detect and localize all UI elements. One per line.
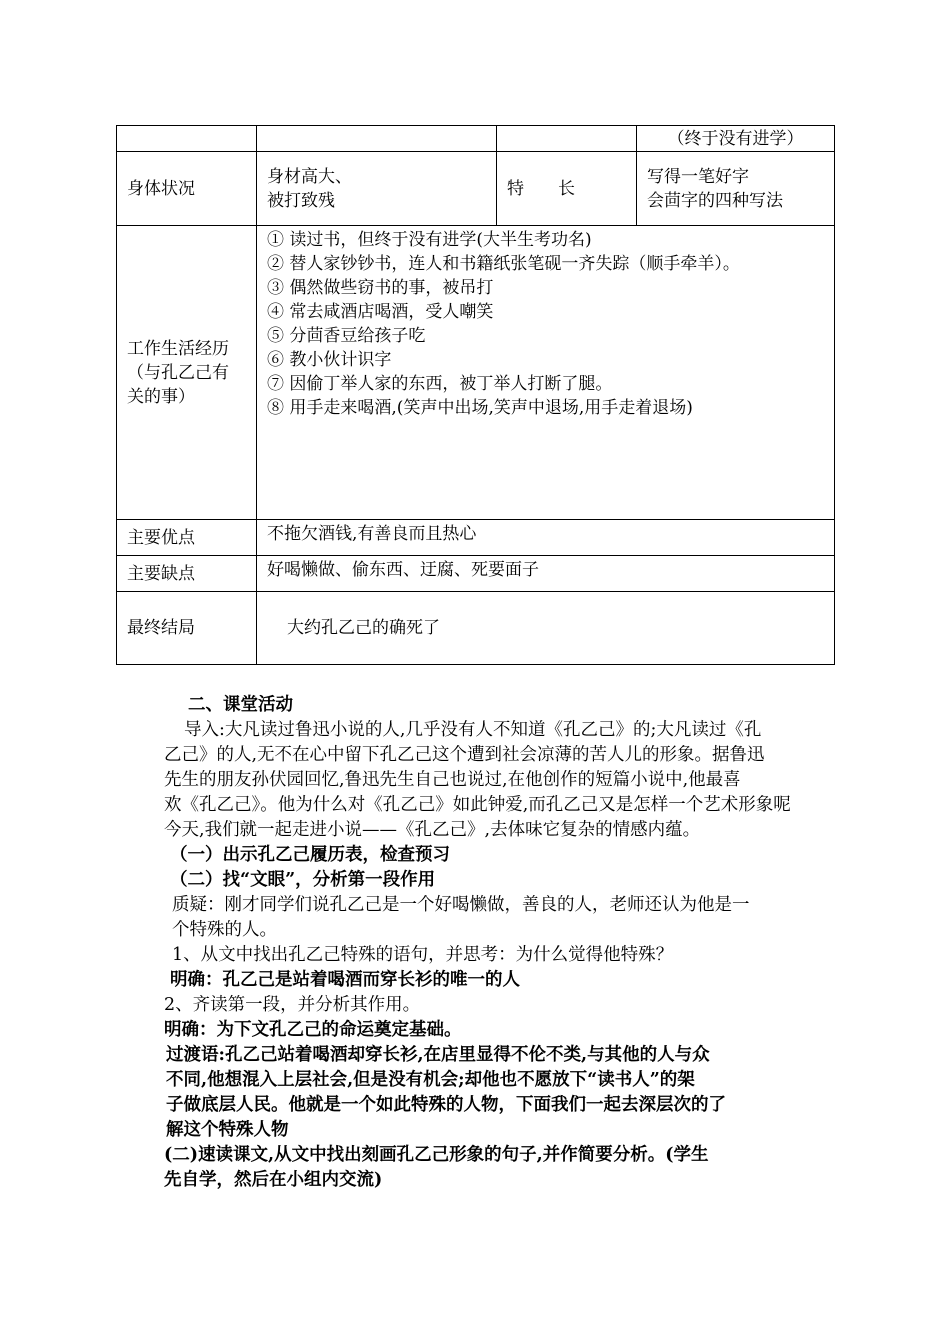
resume-table [116, 125, 835, 665]
list-item: ① 读过书，但终于没有进学(大半生考功名) [267, 230, 592, 250]
intro-line: 欢《孔乙己》。他为什么对《孔乙己》如此钟爱,而孔乙己又是怎样一个艺术形象呢 [164, 795, 791, 815]
skill-value [637, 152, 835, 226]
body-value-line: 被打致残 [267, 190, 335, 211]
ending-value: 大约孔乙己的确死了 [257, 592, 835, 665]
step-heading: （二）找“文眼”，分析第一段作用 [170, 870, 436, 890]
body-label: 身体状况 [117, 152, 257, 226]
intro-line: 导入:大凡读过鲁迅小说的人,几乎没有人不知道《孔乙己》的;大凡读过《孔 [184, 720, 762, 740]
list-item: ④ 常去咸酒店喝酒，受人嘲笑 [267, 302, 494, 322]
skill-value-line: 会茴字的四种写法 [647, 190, 783, 211]
skill-label: 特 长 [497, 152, 637, 226]
list-item: ② 替人家钞钞书，连人和书籍纸张笔砚一齐失踪（顺手牵羊）。 [267, 254, 740, 274]
table-row [117, 152, 835, 226]
step-3-line: (二)速读课文,从文中找出刻画孔乙己形象的句子,并作简要分析。(学生 [164, 1145, 709, 1165]
unfinished-study-note: （终于没有进学） [667, 128, 804, 149]
question-line: 质疑：刚才同学们说孔乙己是一个好喝懒做，善良的人，老师还认为他是一 [172, 895, 750, 915]
list-item: ⑥ 教小伙计识字 [267, 350, 392, 370]
table-row [117, 126, 835, 152]
intro-line: 乙己》的人,无不在心中留下孔乙己这个遭到社会凉薄的苦人儿的形象。据鲁迅 [164, 745, 765, 765]
table-row [117, 592, 835, 665]
table-cell [117, 126, 257, 152]
table-cell [497, 126, 637, 152]
question-line: 个特殊的人。 [172, 920, 277, 940]
table-cell [257, 126, 497, 152]
step-3-line: 先自学，然后在小组内交流) [164, 1170, 383, 1190]
body-value-line: 身材高大、 [267, 166, 352, 187]
intro-line: 先生的朋友孙伏园回忆,鲁迅先生自己也说过,在他创作的短篇小说中,他最喜 [164, 770, 741, 790]
body-value [257, 152, 497, 226]
answer-1: 明确：孔乙己是站着喝酒而穿长衫的唯一的人 [170, 970, 520, 990]
list-item: ⑤ 分茴香豆给孩子吃 [267, 326, 426, 346]
ending-label: 最终结局 [117, 592, 257, 665]
question-1: 1、从文中找出孔乙己特殊的语句，并思考：为什么觉得他特殊？ [172, 945, 674, 965]
section-title: 二、课堂活动 [188, 695, 293, 715]
list-item: ⑧ 用手走来喝酒,(笑声中出场,笑声中退场,用手走着退场) [267, 398, 693, 418]
step-heading: （一）出示孔乙己履历表，检查预习 [170, 845, 450, 865]
transition-line: 不同,他想混入上层社会,但是没有机会;却他也不愿放下“读书人”的架 [166, 1070, 695, 1090]
merits-label: 主要优点 [117, 520, 257, 556]
experience-label-line: 关的事） [127, 386, 195, 407]
table-cell [637, 126, 835, 152]
faults-label: 主要缺点 [117, 556, 257, 592]
experience-list [257, 226, 835, 520]
transition-line: 子做底层人民。他就是一个如此特殊的人物，下面我们一起去深层次的了 [166, 1095, 726, 1115]
table-row [117, 556, 835, 592]
table-row [117, 226, 835, 520]
question-2: 2、齐读第一段，并分析其作用。 [164, 995, 421, 1015]
list-item: ⑦ 因偷丁举人家的东西，被丁举人打断了腿。 [267, 374, 613, 394]
transition-line: 过渡语:孔乙己站着喝酒却穿长衫,在店里显得不伦不类,与其他的人与众 [166, 1045, 710, 1065]
experience-label-line: 工作生活经历 [127, 338, 229, 359]
transition-line: 解这个特殊人物 [166, 1120, 289, 1140]
faults-value: 好喝懒做、偷东西、迂腐、死要面子 [257, 556, 835, 592]
list-item: ③ 偶然做些窃书的事，被吊打 [267, 278, 494, 298]
skill-value-line: 写得一笔好字 [647, 166, 749, 187]
answer-2: 明确：为下文孔乙己的命运奠定基础。 [164, 1020, 462, 1040]
intro-line: 今天,我们就一起走进小说——《孔乙己》,去体味它复杂的情感内蕴。 [164, 820, 701, 840]
merits-value: 不拖欠酒钱,有善良而且热心 [257, 520, 835, 556]
experience-label-line: （与孔乙己有 [127, 362, 229, 383]
table-row [117, 520, 835, 556]
experience-label [117, 226, 257, 520]
